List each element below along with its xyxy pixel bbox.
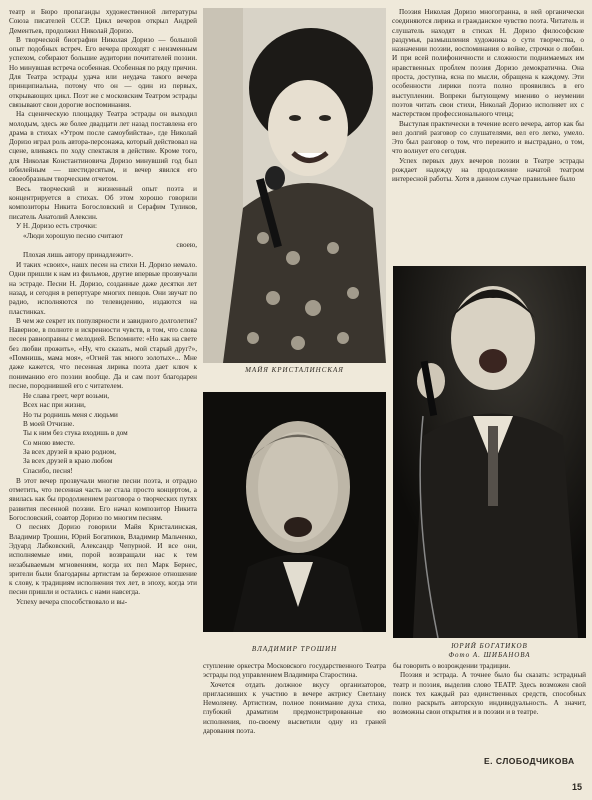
paragraph: В чем же секрет их популярности и завидного долголетия? Наверное, в полноте и искренности чувств, в том, что слова песен равноправны с мелодией. Вспомните: «Но как на свете без любви прожить», «Ну, что сказать, мой старый друг?», «Помнишь, мама моя», «Огней так много золотых»... Мне даже кажется, что песенная лирика поэта дает ключ к пониманию его поэзии вообще. Да и сам поэт благодарен песне, породнившей его с читателем. bbox=[9, 316, 197, 390]
paragraph: Выступая практически в течение всего вечера, автор как бы вел долгий разговор со слушателями, вел его легко, умело. Это был разговор о том, что пережито и выстрадано, о том, что волнует его сегодня. bbox=[392, 119, 584, 156]
paragraph: Успеху вечера способствовало и вы- bbox=[16, 597, 128, 606]
paragraph: Успех первых двух вечеров поэзии в Театре эстрады рождает надежду на продолжение начатой театром интересной работы. Хотя в данном случае правильнее было bbox=[392, 156, 584, 184]
verse-line: За всех друзей в краю родном, bbox=[23, 447, 117, 456]
paragraph: И таких «своих», нашх песен на стихи Н. Доризо немало. Одни пришли к нам из фильмов, другие впервые прозвучали на эстраде. Песни Н. Доризо, созданные даже десятки лет назад, и сегодня в репертуаре многих певцов. Они звучат по радио, исполняются по телевидению, издаются на пластинках. bbox=[9, 261, 197, 316]
photo-credit: Фото А. ШИБАНОВА bbox=[448, 651, 531, 659]
paragraph: ступление оркестра Московского государственного Театра эстрады под управлением Владимира Старостина. bbox=[203, 662, 386, 680]
verse-line: Спасибо, песня! bbox=[23, 466, 73, 475]
paragraph: В этот вечер прозвучали многие песни поэта, и отрадно отметить, что песенная часть не стала просто концертом, а явилась как бы продолжением разговора о творческих путях развития песенной поэзии. Его начал композитор Никита Богословский, соавтор Доризо по многим песням. bbox=[9, 476, 197, 523]
paragraph: бы говорить о возрождении традиции. bbox=[393, 662, 511, 670]
bottom-middle-text bbox=[203, 662, 386, 736]
song-verse bbox=[23, 392, 197, 476]
paragraph: На сценическую площадку Театра эстрады он выходил молодым, здесь же более двадцати лет назад поставлена его драма в стихах «Утром после самоубийства», где Николай Доризо играл роль автора-персонажа, который действовал на сцене, вливаясь по ходу спектакля в действие. Кроме того, для Николая Константиновича Доризо минувший год был юбилейным — шестидесятым, и вечер явился его своеобразным творческим отчетом. bbox=[9, 110, 197, 184]
paragraph: Весь творческий и жизненный опыт поэта и концентрируется в стихах. Об этом хорошо говорили композиторы Никита Богословский и Серафим Туликов, писатель Анатолий Алексин. bbox=[9, 184, 197, 221]
photo-kristalinskaya bbox=[203, 8, 386, 363]
photo-bogatikov bbox=[393, 266, 586, 638]
bottom-right-text bbox=[393, 662, 586, 718]
verse-line: Всех нас при жизни, bbox=[23, 401, 86, 410]
paragraph: О песнях Доризо говорили Майя Кристалинская, Владимир Трошин, Юрий Богатиков, Владимир Мальченко, Эдуард Лабковский, Александр Чепурной. И все они, исполняемые ими, порой возвращали нас к тем незабываемым мгновениям, когда их пел Марк Бернес, зрители были благодарны артистам за бережное отношение к слову, к традициям исполнения тех лет, в эпоху, когда эти песни пришли и остались с нами навсегда. bbox=[9, 523, 197, 597]
verse-line: Со мною вместе. bbox=[23, 438, 75, 447]
caption-bogatikov: ЮРИЙ БОГАТИКОВ bbox=[451, 642, 528, 650]
verse-line: В моей Отчизне. bbox=[23, 420, 75, 429]
verse-line: «Люди хорошую песню считают bbox=[23, 232, 123, 241]
portrait-man-singing-icon bbox=[393, 266, 586, 638]
photo-troshin bbox=[203, 392, 386, 632]
verse-line: Плохая лишь автору принадлежит». bbox=[23, 250, 134, 259]
right-column bbox=[392, 8, 584, 185]
left-column bbox=[9, 8, 197, 607]
verse-line: Не слава греет, черт возьми, bbox=[23, 392, 110, 401]
caption-troshin: ВЛАДИМИР ТРОШИН bbox=[251, 645, 338, 653]
paragraph: Поэзия Николая Доризо многогранна, в ней органически соединяются лирика и гражданское чувство поэта. Читатель и слушатель находят в стихах Н. Доризо философские раздумья, размышления художника о сути творчества, о назначении поэзии, воспоминания о войне, строчки о любви. И при всей полифоничности и сложности поднимаемых им нравственных проблем поэзия Доризо демократична. Она проста, доступна, ясна по мысли, обращена к каждому. Эти особенности лирики поэта полно проявились в его выступлении. Вопреки бытующему мнению о неумении поэтов читать свои стихи, Николай Доризо исполняет их с мастерством профессионального чтеца; bbox=[392, 8, 584, 119]
author-signature: Е. СЛОБОДЧИКОВА bbox=[484, 756, 575, 766]
verse-line: Но ты роднишь меня с людьми bbox=[23, 410, 118, 419]
paragraph: театр и Бюро пропаганды художественной литературы Союза писателей СССР. Цикл вечеров открыл Андрей Дементьев, продолжил Николай Доризо. bbox=[9, 8, 197, 35]
paragraph: В творческой биографии Николая Доризо — большой опыт подобных встреч. Его вечера проходят с неизменным успехом, собирают большие аудитории почитателей поэзии. Но минувшая встреча особенная. Особенная по ряду причин. Для Театра эстрады удача или неудача такого вечера принципиальна, потому что он — один из первых, открывающих цикл. Поэт же с московским Театром эстрады связывают свои дорогие воспоминания. bbox=[9, 35, 197, 109]
caption-kristalinskaya: МАЙЯ КРИСТАЛИНСКАЯ bbox=[245, 366, 344, 374]
verse-line: Ты к ним без стука входишь в дом bbox=[23, 429, 128, 438]
paragraph: Хочется отдать должное вкусу организаторов, пригласивших к участию в вечере актрису Светлану Немоляеву. Артистизм, полное понимание духа стиха, глубокий драматизм предмонстрированные ею исполнения, по-своему высветили одну из граней дарования поэта. bbox=[203, 680, 386, 736]
portrait-woman-icon bbox=[203, 8, 386, 363]
paragraph: Поэзия и эстрада. А точнее было бы сказать: эстрадный театр и поэзия, выделив слово ТЕАТР. Здесь возможен свой поиск тех каждый раз единственных средств, способных полно раскрыть авторскую индивидуальность. А значит, возможны свои открытия и в поэзии и в театре. bbox=[393, 671, 586, 717]
paragraph: У Н. Доризо есть строчки: bbox=[16, 221, 97, 230]
verse-line: своею, bbox=[176, 241, 197, 250]
quote-verse bbox=[23, 232, 197, 260]
portrait-man-icon bbox=[203, 392, 386, 632]
page-number: 15 bbox=[572, 782, 583, 792]
verse-line: За всех друзей в краю любом bbox=[23, 457, 113, 466]
